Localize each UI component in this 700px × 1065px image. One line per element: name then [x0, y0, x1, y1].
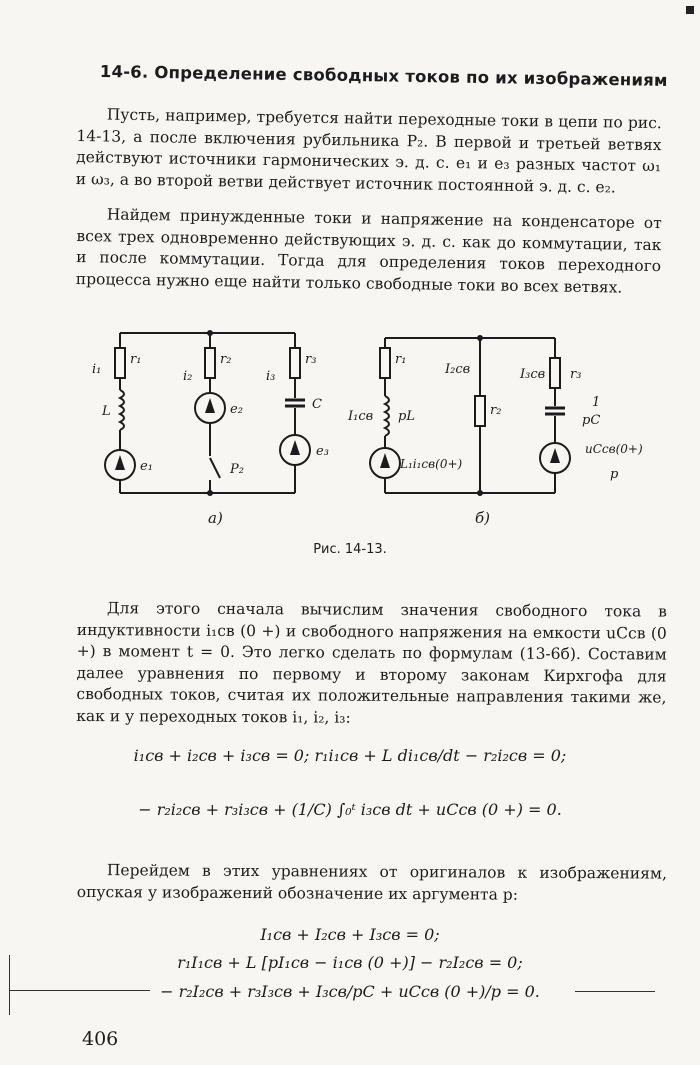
label-P2: P₂ — [230, 462, 244, 477]
equation-2: − r₂i₂св + r₃i₃св + (1/C) ∫₀ᵗ i₃св dt + uCсв (0 +) = 0. — [138, 800, 562, 819]
resistor-r2-b — [475, 396, 485, 426]
panel-b-label: б) — [475, 509, 491, 527]
label-pC: pC — [582, 413, 601, 428]
node-dot — [207, 490, 213, 496]
label-p: p — [610, 467, 619, 482]
label-L1-i1: L₁i₁св(0+) — [400, 457, 463, 471]
source-arrow — [550, 448, 560, 463]
corner-mark — [686, 6, 694, 14]
inductor-L — [120, 390, 124, 430]
node-dot — [207, 330, 213, 336]
label-r2: r₂ — [220, 352, 232, 367]
scan-line — [9, 955, 10, 1015]
paragraph-2: Найдем принужденные токи и напряжение на конденсаторе от всех трех одновременно действующих э. д. с. как до коммутации, так и после коммутации. Тогда для определения токов переходного процесса нужно еще найти только свободные токи во всех ветвях. — [75, 205, 662, 297]
equation-5: − r₂I₂св + r₃I₃св + I₃св/pC + uCсв (0 +)/p = 0. — [160, 982, 540, 1001]
node-dot — [477, 490, 483, 496]
label-C: C — [312, 397, 322, 412]
equation-1: i₁св + i₂св + i₃св = 0; r₁i₁св + L di₁св/dt − r₂i₂св = 0; — [133, 746, 567, 765]
switch-p2 — [210, 458, 220, 478]
label-i3: i₃ — [266, 369, 276, 384]
label-L: L — [102, 404, 111, 419]
resistor-r3 — [290, 348, 300, 378]
equation-3: I₁св + I₂св + I₃св = 0; — [260, 925, 440, 944]
resistor-r1-b — [380, 348, 390, 378]
resistor-r1 — [115, 348, 125, 378]
figure-caption: Рис. 14-13. — [313, 542, 387, 557]
label-e1: e₁ — [140, 459, 153, 474]
source-arrow — [290, 440, 300, 455]
label-I3sv: I₃св — [520, 367, 546, 382]
label-pL: pL — [398, 409, 415, 424]
scan-line — [10, 990, 150, 991]
inductor-pL — [385, 396, 389, 436]
paragraph-1: Пусть, например, требуется найти переходные токи в цепи по рис. 14-13, а после включения рубильника P₂. В первой и третьей ветвях действуют источники гармонических э. д. с. e₁ и e₃ разных частот ω₁ и ω₃, а во второй ветви действует источник постоянной э. д. с. e₂. — [75, 105, 662, 196]
label-uC: uCсв(0+) — [585, 442, 643, 456]
label-e2: e₂ — [230, 402, 243, 417]
page-number: 406 — [82, 1028, 119, 1050]
resistor-r3-b — [550, 358, 560, 388]
source-arrow — [380, 453, 390, 468]
label-i2: i₂ — [183, 369, 193, 384]
panel-a-label: a) — [208, 509, 223, 527]
paragraph-4: Перейдем в этих уравнениях от оригиналов к изображениям, опуская у изображений обозначение их аргумента p: — [76, 861, 667, 904]
paragraph-3: Для этого сначала вычислим значения свободного тока в индуктивности i₁св (0 +) и свободного напряжения на емкости uCсв (0 +) в момент t = 0. Это легко сделать по формулам (13-6б). Составим далее уравнения по первому и второму законам Кирхгофа для свободных токов, считая их положительные направления такими же, как и у переходных токов i₁, i₂, i₃: — [76, 599, 667, 727]
label-I1sv: I₁св — [348, 409, 374, 424]
circuit-figure — [90, 318, 670, 533]
source-arrow — [115, 455, 125, 470]
resistor-r2 — [205, 348, 215, 378]
source-arrow — [205, 398, 215, 413]
section-heading: 14-6. Определение свободных токов по их изображениям — [99, 62, 668, 90]
label-r1-b: r₁ — [395, 352, 407, 367]
label-r3: r₃ — [305, 352, 317, 367]
label-r2-b: r₂ — [490, 403, 502, 418]
label-i1: i₁ — [92, 362, 102, 377]
scan-line — [575, 991, 655, 992]
equation-4: r₁I₁св + L [pI₁св − i₁св (0 +)] − r₂I₂св = 0; — [177, 953, 523, 972]
label-r1: r₁ — [130, 352, 142, 367]
label-r3-b: r₃ — [570, 367, 582, 382]
label-1: 1 — [592, 395, 601, 410]
label-I2sv: I₂св — [445, 362, 471, 377]
node-dot — [477, 335, 483, 341]
label-e3: e₃ — [316, 444, 329, 459]
